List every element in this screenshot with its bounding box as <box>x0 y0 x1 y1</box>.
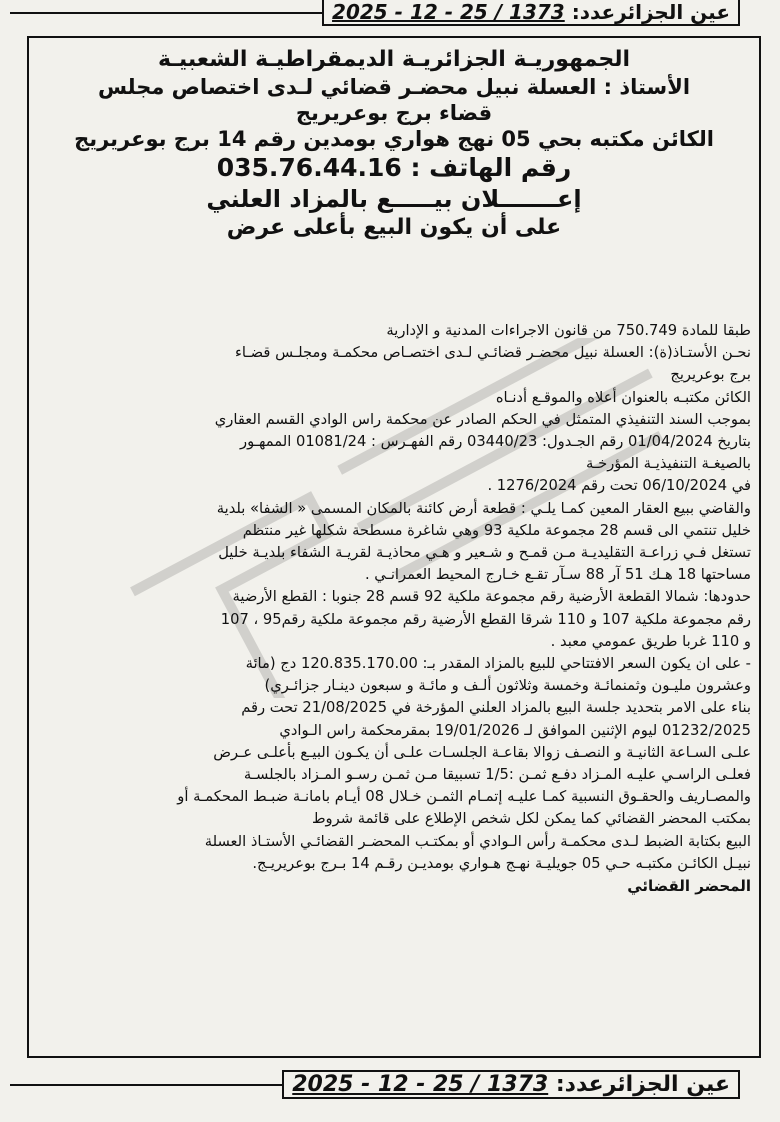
body-line: وعشرون مليـون وثمنمائـة وخمسة وثلاثون ألـف و مائـة و سبعون دينـار جزائـري) <box>264 677 751 695</box>
office-address: الكائن مكتبه بحي 05 نهج هواري بومدين رقم 14 برج بوعريريج <box>74 127 714 151</box>
body-line: الكائن مكتبـه بالعنوان أعلاه والموقـع أدنـاه <box>495 388 751 406</box>
body-line: بتاريخ 01/04/2024 رقم الجـدول: 03440/23 رقم الفهـرس : 01081/24 الممهـور <box>240 433 751 451</box>
body-line: خليل تنتمي الى قسم 28 مجموعة ملكية 93 وهي شاغرة مسطحة شكلها غير منتظم <box>242 521 751 539</box>
header <box>29 38 759 241</box>
body-line: بناء على الامر بتحديد جلسة البيع بالمزاد العلني المؤرخة في 21/08/2025 تحت رقم <box>241 699 751 717</box>
body-line: فعلـى الراسـي عليـه المـزاد دفـع ثمـن :1/5 تسبيقا مـن ثمـن رسـو المـزاد بالجلسـة <box>243 766 751 784</box>
body-line: البيع بكتابة الضبط لـدى محكمـة رأس الـوادي أو بمكتـب المحضـر القضائـي الأستـاذ العسلة <box>204 832 751 850</box>
body-line: علـى السـاعة الثانيـة و النصـف زوالا بقاعـة الجلسـات علـى أن يكـون البيـع بأعلـى عـرض <box>213 743 751 761</box>
body-line: في 06/10/2024 تحت رقم 1276/2024 . <box>487 477 751 495</box>
body-line: تستغل فـي زراعـة التقليديـة مـن قمـح و شـعير و هـي محاذيـة لقريـة الشفاء بلديـة خليل <box>218 544 751 562</box>
announcement-box <box>27 36 761 1058</box>
top-issue-strip <box>0 0 780 30</box>
body-line: طبقا للمادة 750.749 من قانون الاجراءات المدنية و الإدارية <box>386 322 751 339</box>
bottom-issue-strip <box>0 1066 780 1106</box>
bottom-issue-number: 2025 - 12 - 25 / 1373 <box>292 1072 549 1097</box>
body-line: والمصـاريف والحقـوق النسبية كمـا عليـه إتمـام الثمـن خـلال 08 أيـام بامانـة ضبـط المحكمـة أو <box>177 788 751 806</box>
body-line: مساحتها 18 هـك 51 آر 88 سـآر تقـع خـارج المحيط العمرانـي . <box>364 566 751 584</box>
court-line: قضاء برج بوعريريج <box>295 100 493 125</box>
phone-number: رقم الهاتف : 035.76.44.16 <box>216 153 572 183</box>
bottom-issue-prefix: عين الجزائرعدد: <box>555 1072 730 1097</box>
top-issue-number: 2025 - 12 - 25 / 1373 <box>332 0 565 24</box>
top-issue-label <box>322 0 740 26</box>
body-line: نحـن الأستـاذ(ة): العسلة نبيل محضـر قضائـي لـدى اختصـاص محكمـة ومجلـس قضـاء <box>234 344 751 362</box>
body-line: حدودها: شمالا القطعة الأرضية رقم مجموعة ملكية 92 قسم 28 جنوبا : القطع الأرضية <box>232 588 751 606</box>
body-line: رقم مجموعة ملكية 107 و 110 شرقا القطع الأرضية رقم مجموعة ملكية رقم95 ، 107 <box>220 610 751 628</box>
top-issue-prefix: عين الجزائرعدد: <box>571 0 730 24</box>
body-line: - على ان يكون السعر الافتتاحي للبيع بالمزاد المقدر بـ: 120.835.170.00 دج (مائة <box>245 655 751 673</box>
body-line: بمكتب المحضر القضائي كما يمكن لكل شخص الإطلاع على قائمة شروط <box>311 810 751 828</box>
body-line: و 110 غربا طريق عمومي معبد . <box>550 632 751 650</box>
body-line: نبيـل الكائـن مكتبـه حـي 05 جويليـة نهـج هـواري بومديـن رقـم 14 بـرج بوعريريـج. <box>252 854 751 872</box>
announcement-title: إعـــــــلان بيـــــع بالمزاد العلني <box>206 184 582 213</box>
body-line: برج بوعريريج <box>670 366 751 384</box>
announcement-body <box>37 320 751 897</box>
body-line: بالصيغـة التنفيذيـة المؤرخـة <box>585 455 751 473</box>
bottom-issue-label <box>282 1070 740 1099</box>
bailiff-line: الأستاذ : العسلة نبيل محضـر قضائي لـدى اختصاص مجلس <box>97 74 691 99</box>
signature: المحضر القضائي <box>627 877 751 896</box>
republic-title: الجمهوريـة الجزائريـة الديمقراطيـة الشعبيـة <box>157 47 630 72</box>
body-line: والقاضي ببيع العقار المعين كمـا يلـي : قطعة أرض كائنة بالمكان المسمى « الشفا» بلدية <box>216 499 751 517</box>
body-line: بموجب السند التنفيذي المتمثل في الحكم الصادر عن محكمة راس الوادي القسم العقاري <box>214 410 751 428</box>
announcement-subtitle: على أن يكون البيع بأعلى عرض <box>226 214 562 240</box>
body-line: 01232/2025 ليوم الإثنين الموافق لـ 19/01/2026 بمقرمحكمة راس الـوادي <box>279 721 751 739</box>
